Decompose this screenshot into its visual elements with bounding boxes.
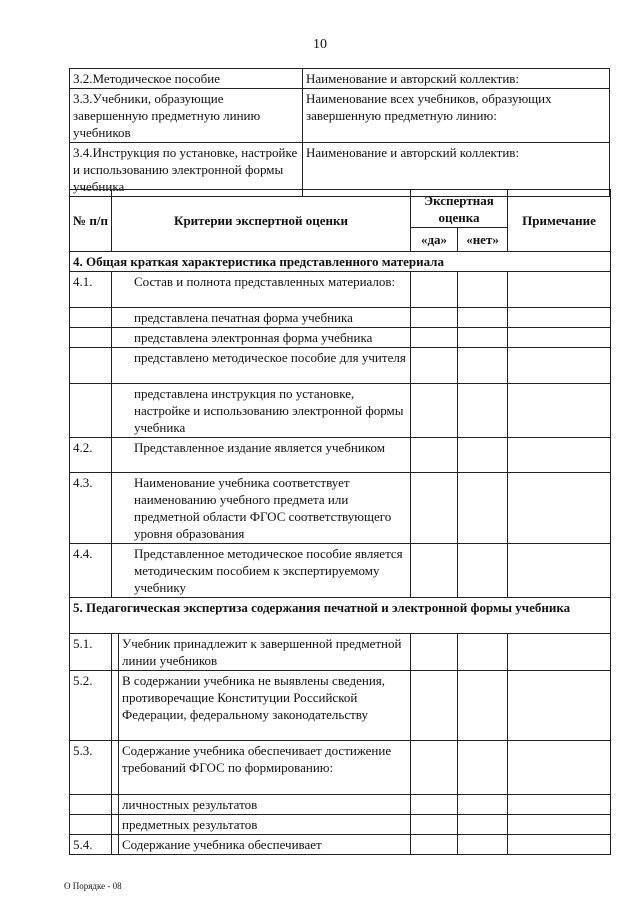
spacer-cell xyxy=(112,795,119,815)
no-cell xyxy=(458,384,508,438)
spacer-cell xyxy=(112,835,119,855)
header-yes: «да» xyxy=(411,228,458,252)
table-row xyxy=(70,835,611,855)
note-cell xyxy=(508,634,611,671)
spacer-cell xyxy=(112,741,119,795)
yes-cell xyxy=(411,438,458,473)
no-cell xyxy=(458,328,508,348)
row-number: 5.4. xyxy=(70,835,112,855)
no-cell xyxy=(458,671,508,741)
criterion-text: Состав и полнота представленных материалов: xyxy=(112,272,411,308)
no-cell xyxy=(458,308,508,328)
header-note: Примечание xyxy=(508,190,611,252)
info-value: Наименование всех учебников, образующих завершенную предметную линию: xyxy=(303,89,610,143)
spacer-cell xyxy=(112,671,119,741)
yes-cell xyxy=(411,544,458,598)
row-number xyxy=(70,795,112,815)
note-cell xyxy=(508,384,611,438)
info-label: 3.2.Методическое пособие xyxy=(70,69,303,89)
section-5-heading: 5. Педагогическая экспертиза содержания печатной и электронной формы учебника xyxy=(70,598,611,634)
yes-cell xyxy=(411,815,458,835)
row-number: 4.1. xyxy=(70,272,112,308)
criterion-text: представлена электронная форма учебника xyxy=(112,328,411,348)
table-row xyxy=(70,328,611,348)
table-row xyxy=(70,815,611,835)
row-number xyxy=(70,308,112,328)
info-label: 3.3.Учебники, образующие завершенную предметную линию учебников xyxy=(70,89,303,143)
yes-cell xyxy=(411,348,458,384)
note-cell xyxy=(508,308,611,328)
table-row xyxy=(70,544,611,598)
info-row-textbooks xyxy=(70,89,610,143)
no-cell xyxy=(458,348,508,384)
yes-cell xyxy=(411,384,458,438)
no-cell xyxy=(458,438,508,473)
criterion-text: Представленное методическое пособие является методическим пособием к экспертируемому учебнику xyxy=(112,544,411,598)
table-row xyxy=(70,308,611,328)
criterion-text: личностных результатов xyxy=(119,795,411,815)
note-cell xyxy=(508,671,611,741)
note-cell xyxy=(508,272,611,308)
note-cell xyxy=(508,741,611,795)
no-cell xyxy=(458,741,508,795)
criterion-text: В содержании учебника не выявлены сведения, противоречащие Конституции Российской Федерации, федеральному законодательству xyxy=(119,671,411,741)
table-row xyxy=(70,348,611,384)
criteria-table xyxy=(69,189,611,855)
yes-cell xyxy=(411,795,458,815)
row-number: 4.3. xyxy=(70,473,112,544)
info-value: Наименование и авторский коллектив: xyxy=(303,69,610,89)
row-number: 4.4. xyxy=(70,544,112,598)
table-row xyxy=(70,438,611,473)
row-number xyxy=(70,328,112,348)
criterion-text: предметных результатов xyxy=(119,815,411,835)
table-row xyxy=(70,795,611,815)
table-row xyxy=(70,741,611,795)
yes-cell xyxy=(411,634,458,671)
criterion-text: представлена печатная форма учебника xyxy=(112,308,411,328)
note-cell xyxy=(508,544,611,598)
note-cell xyxy=(508,438,611,473)
row-number xyxy=(70,384,112,438)
section-4-heading: 4. Общая краткая характеристика представленного материала xyxy=(70,252,611,272)
yes-cell xyxy=(411,473,458,544)
footer-label: О Порядке - 08 xyxy=(64,881,122,891)
spacer-cell xyxy=(112,634,119,671)
criterion-text: Содержание учебника обеспечивает достижение требований ФГОС по формированию: xyxy=(119,741,411,795)
table-row xyxy=(70,473,611,544)
info-label: 3.4.Инструкция по установке, настройке и использованию электронной формы учебника xyxy=(70,143,303,197)
note-cell xyxy=(508,348,611,384)
row-number: 5.1. xyxy=(70,634,112,671)
row-number: 4.2. xyxy=(70,438,112,473)
info-row-methodical xyxy=(70,69,610,89)
info-value: Наименование и авторский коллектив: xyxy=(303,143,610,197)
table-row xyxy=(70,272,611,308)
no-cell xyxy=(458,544,508,598)
yes-cell xyxy=(411,272,458,308)
header-expert-rating: Экспертная оценка xyxy=(411,190,508,228)
note-cell xyxy=(508,328,611,348)
info-table xyxy=(69,68,610,197)
header-number: № п/п xyxy=(70,190,112,252)
yes-cell xyxy=(411,328,458,348)
no-cell xyxy=(458,473,508,544)
note-cell xyxy=(508,835,611,855)
criterion-text: Учебник принадлежит к завершенной предметной линии учебников xyxy=(119,634,411,671)
criterion-text: представлено методическое пособие для учителя xyxy=(112,348,411,384)
criterion-text: Представленное издание является учебником xyxy=(112,438,411,473)
note-cell xyxy=(508,815,611,835)
table-row xyxy=(70,384,611,438)
spacer-cell xyxy=(112,815,119,835)
yes-cell xyxy=(411,835,458,855)
no-cell xyxy=(458,634,508,671)
table-row xyxy=(70,671,611,741)
note-cell xyxy=(508,795,611,815)
header-criteria: Критерии экспертной оценки xyxy=(112,190,411,252)
row-number: 5.2. xyxy=(70,671,112,741)
yes-cell xyxy=(411,671,458,741)
criterion-text: Наименование учебника соответствует наименованию учебного предмета или предметной области ФГОС соответствующего уровня образования xyxy=(112,473,411,544)
no-cell xyxy=(458,815,508,835)
no-cell xyxy=(458,795,508,815)
row-number xyxy=(70,815,112,835)
row-number xyxy=(70,348,112,384)
no-cell xyxy=(458,272,508,308)
table-row xyxy=(70,634,611,671)
header-no: «нет» xyxy=(458,228,508,252)
no-cell xyxy=(458,835,508,855)
yes-cell xyxy=(411,741,458,795)
note-cell xyxy=(508,473,611,544)
criterion-text: Содержание учебника обеспечивает xyxy=(119,835,411,855)
row-number: 5.3. xyxy=(70,741,112,795)
yes-cell xyxy=(411,308,458,328)
page-number: 10 xyxy=(313,37,327,52)
criterion-text: представлена инструкция по установке, настройке и использованию электронной формы учебника xyxy=(112,384,411,438)
